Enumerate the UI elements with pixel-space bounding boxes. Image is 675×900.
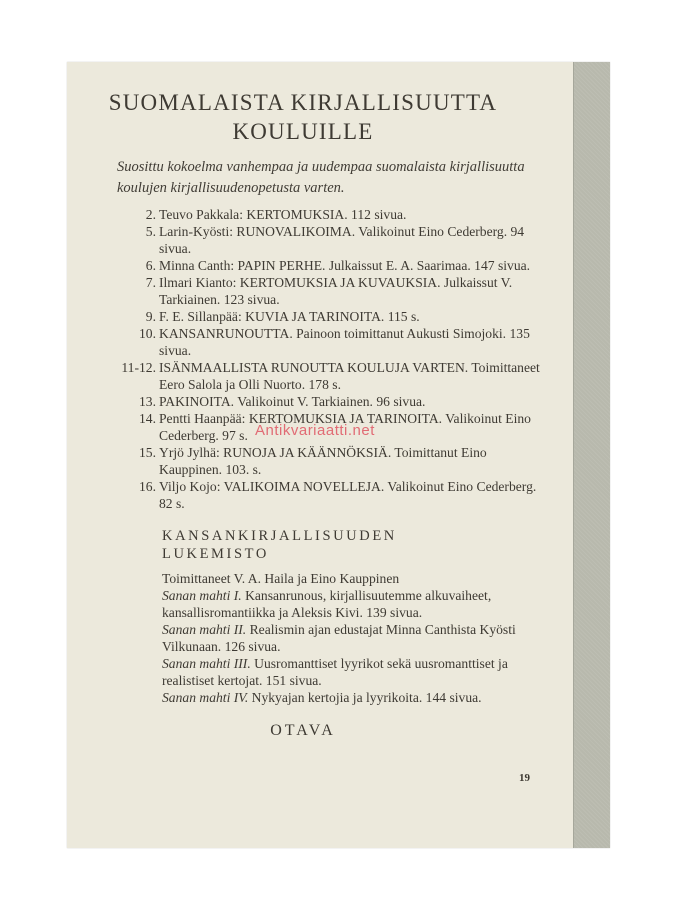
item-number: 7. (145, 275, 156, 290)
item-text: Teuvo Pakkala: KERTOMUKSIA. 112 sivua. (159, 207, 407, 222)
volume-name: Sanan mahti II. (162, 622, 247, 637)
list-item (111, 478, 541, 512)
list-item (111, 444, 541, 478)
volume-item (162, 655, 542, 689)
section-heading-line2: LUKEMISTO (162, 546, 269, 562)
list-item (111, 274, 541, 308)
page-number: 19 (519, 772, 530, 784)
list-item (111, 393, 541, 410)
book-spine (573, 62, 610, 848)
volume-text: Nykyajan kertojia ja lyyrikoita. 144 sivua. (251, 690, 482, 705)
item-number: 9. (145, 309, 156, 324)
volume-text: Kansanrunous, kirjallisuutemme alkuvaiheet, kansallisromantiikka ja Aleksis Kivi. 139 sivua. (162, 588, 492, 620)
item-number: 2. (145, 207, 156, 222)
cover-page (67, 62, 574, 848)
volume-item (162, 587, 542, 621)
item-text: Viljo Kojo: VALIKOIMA NOVELLEJA. Valikoinut Eino Cederberg. 82 s. (159, 479, 537, 511)
volume-item (162, 689, 542, 706)
volume-name: Sanan mahti I. (162, 588, 242, 603)
item-number: 13. (139, 394, 156, 409)
series-title-line2: KOULUILLE (232, 119, 374, 144)
section-heading (162, 527, 482, 563)
section-heading-line1: KANSANKIRJALLISUUDEN (162, 528, 397, 544)
item-text: KANSANRUNOUTTA. Painoon toimittanut Aukusti Simojoki. 135 sivua. (159, 326, 530, 358)
volume-text: Realismin ajan edustajat Minna Canthista Kyösti Vilkunaan. 126 sivua. (162, 622, 516, 654)
item-number: 6. (145, 258, 156, 273)
item-text: Yrjö Jylhä: RUNOJA JA KÄÄNNÖKSIÄ. Toimittanut Eino Kauppinen. 103. s. (159, 445, 487, 477)
volume-name: Sanan mahti IV. (162, 690, 249, 705)
volume-name: Sanan mahti III. (162, 656, 251, 671)
publisher-name: OTAVA (270, 722, 336, 739)
list-item (111, 257, 541, 274)
watermark-text: Antikvariaatti.net (255, 422, 375, 439)
series-title (67, 88, 539, 146)
series-subtitle: Suosittu kokoelma vanhempaa ja uudempaa suomalaista kirjallisuutta koulujen kirjallisuudenopetusta varten. (117, 159, 525, 196)
item-text: Minna Canth: PAPIN PERHE. Julkaissut E. A. Saarimaa. 147 sivua. (159, 258, 531, 273)
item-number: 16. (139, 479, 156, 494)
item-text: ISÄNMAALLISTA RUNOUTTA KOULUJA VARTEN. Toimittaneet Eero Salola ja Olli Nuorto. 178 s. (159, 360, 540, 392)
list-item (111, 325, 541, 359)
list-item (111, 359, 541, 393)
list-item (111, 206, 541, 223)
item-number: 14. (139, 411, 156, 426)
item-number: 5. (145, 224, 156, 239)
title-list (111, 206, 541, 512)
volume-item (162, 621, 542, 655)
item-number: 10. (139, 326, 156, 341)
section-body (162, 570, 542, 706)
item-text: Ilmari Kianto: KERTOMUKSIA JA KUVAUKSIA. Julkaissut V. Tarkiainen. 123 sivua. (159, 275, 513, 307)
list-item (111, 223, 541, 257)
series-title-line1: SUOMALAISTA KIRJALLISUUTTA (108, 90, 498, 115)
item-text: Pentti Haanpää: KERTOMUKSIA JA TARINOITA. Valikoinut Eino Cederberg. 97 s. (159, 411, 531, 443)
list-item (111, 308, 541, 325)
item-number: 15. (139, 445, 156, 460)
book-back-cover (67, 62, 610, 848)
item-text: F. E. Sillanpää: KUVIA JA TARINOITA. 115 s. (159, 309, 420, 324)
item-number: 11-12. (121, 360, 156, 375)
volume-text: Uusromanttiset lyyrikot sekä uusromanttiset ja realistiset kertojat. 151 sivua. (162, 656, 508, 688)
item-text: PAKINOITA. Valikoinut V. Tarkiainen. 96 sivua. (159, 394, 426, 409)
item-text: Larin-Kyösti: RUNOVALIKOIMA. Valikoinut Eino Cederberg. 94 sivua. (159, 224, 525, 256)
section-editors: Toimittaneet V. A. Haila ja Eino Kauppinen (162, 571, 400, 586)
